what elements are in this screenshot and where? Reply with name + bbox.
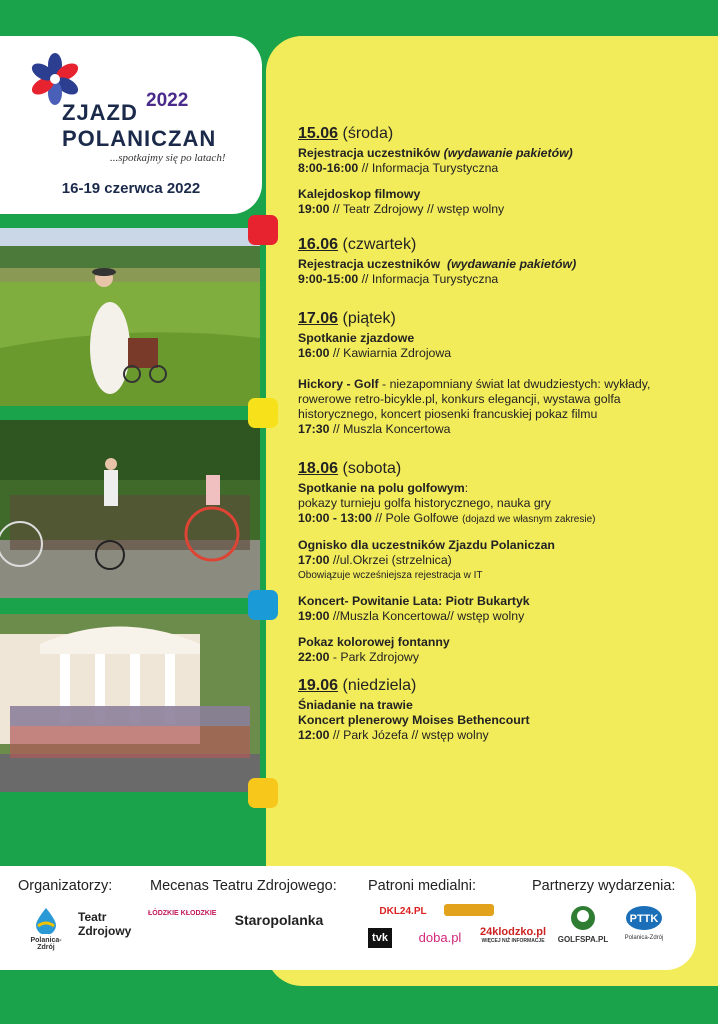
day-date: 18.06 — [298, 460, 339, 477]
day-19-06 — [298, 676, 698, 743]
tvk-logo: tvk — [368, 928, 392, 948]
dkl24-logo: DKL24.PL — [379, 906, 427, 917]
event: Kalejdoskop filmowy 19:00 // Teatr Zdrojowy // wstęp wolny — [298, 187, 505, 216]
day-16-06 — [298, 235, 698, 287]
title-zjazd: ZJAZD — [62, 100, 138, 125]
day-weekday: (piątek) — [342, 310, 396, 327]
day-weekday: (środa) — [342, 125, 394, 142]
photo-bicycles — [0, 420, 260, 598]
day-date: 16.06 — [298, 236, 339, 253]
event: Koncert- Powitanie Lata: Piotr Bukartyk 19:00 //Muszla Koncertowa// wstęp wolny — [298, 594, 530, 623]
event: Rejestracja uczestników (wydawanie pakietów) 9:00-15:00 // Informacja Turystyczna — [298, 257, 577, 286]
day-17-06 — [298, 309, 698, 437]
media-badge — [444, 904, 494, 916]
event: Śniadanie na trawie Koncert plenerowy Moises Bethencourt 12:00 // Park Józefa // wstęp wolny — [298, 698, 530, 742]
svg-text:PTTK: PTTK — [629, 913, 659, 925]
partners-label: Partnerzy wydarzenia: — [532, 878, 676, 894]
patron-label: Mecenas Teatru Zdrojowego: — [150, 878, 337, 894]
photo-group — [0, 614, 260, 792]
event: Rejestracja uczestników (wydawanie pakietów) 8:00-16:00 // Informacja Turystyczna — [298, 146, 573, 175]
24klodzko-logo: 24klodzko.pl WIĘCEJ NIŻ INFORMACJE — [479, 926, 547, 944]
day-date: 17.06 — [298, 310, 339, 327]
day-weekday: (niedziela) — [342, 677, 417, 694]
title-year: 2022 — [146, 90, 189, 111]
photo-golf-lady — [0, 228, 260, 406]
golfspa-logo: GOLFSPA.PL — [556, 904, 610, 944]
event: Hickory - Golf - niezapomniany świat lat dwudziestych: wykłady, rowerowe retro-bicykle.pl, konkurs elegancji, wystawa golfa historycznego, koncert piosenki francuskiej pokaz filmu 17:30 // Muszla Koncertowa — [298, 377, 651, 436]
title-polaniczan: POLANICZAN — [62, 126, 217, 151]
event: Spotkanie zjazdowe 16:00 // Kawiarnia Zdrojowa — [298, 331, 452, 360]
event-dates: 16-19 czerwca 2022 — [61, 180, 201, 197]
golf-ball-icon — [569, 904, 597, 932]
event: Ognisko dla uczestników Zjazdu Polaniczan 17:00 //ul.Okrzei (strzelnica) Obowiązuje wcześniejsza rejestracja w IT — [298, 538, 555, 581]
staropolanka-logo: Staropolanka — [234, 912, 324, 928]
event: Spotkanie na polu golfowym: pokazy turnieju golfa historycznego, nauka gry 10:00 - 13:00 // Pole Golfowe (dojazd we własnym zakresie) — [298, 481, 596, 525]
day-15-06 — [298, 124, 698, 217]
day-date: 19.06 — [298, 677, 339, 694]
pttk-badge-icon — [624, 904, 664, 932]
day-weekday: (czwartek) — [342, 236, 417, 253]
blue-square — [248, 590, 278, 620]
event: Pokaz kolorowej fontanny 22:00 - Park Zdrojowy — [298, 635, 450, 664]
sponsors-footer — [0, 866, 696, 970]
red-square — [248, 215, 278, 245]
media-label: Patroni medialni: — [368, 878, 476, 894]
doba-logo: doba.pl — [418, 930, 462, 945]
lodzkie-logo: ŁÓDZKIE KŁODZKIE — [148, 910, 217, 917]
polanica-logo: Polanica-Zdrój — [22, 906, 70, 951]
flower-logo-icon — [28, 52, 82, 106]
organizers-label: Organizatorzy: — [18, 878, 113, 894]
yellow-square-bottom — [248, 778, 278, 808]
day-weekday: (sobota) — [342, 460, 402, 477]
schedule — [298, 124, 698, 754]
water-drop-icon — [33, 906, 59, 934]
day-18-06 — [298, 459, 698, 665]
pttk-logo: PTTK Polanica-Zdrój — [620, 904, 668, 941]
yellow-square — [248, 398, 278, 428]
teatr-logo: Teatr Zdrojowy — [78, 910, 132, 938]
day-date: 15.06 — [298, 125, 339, 142]
motto: ...spotkajmy się po latach! — [110, 152, 226, 164]
